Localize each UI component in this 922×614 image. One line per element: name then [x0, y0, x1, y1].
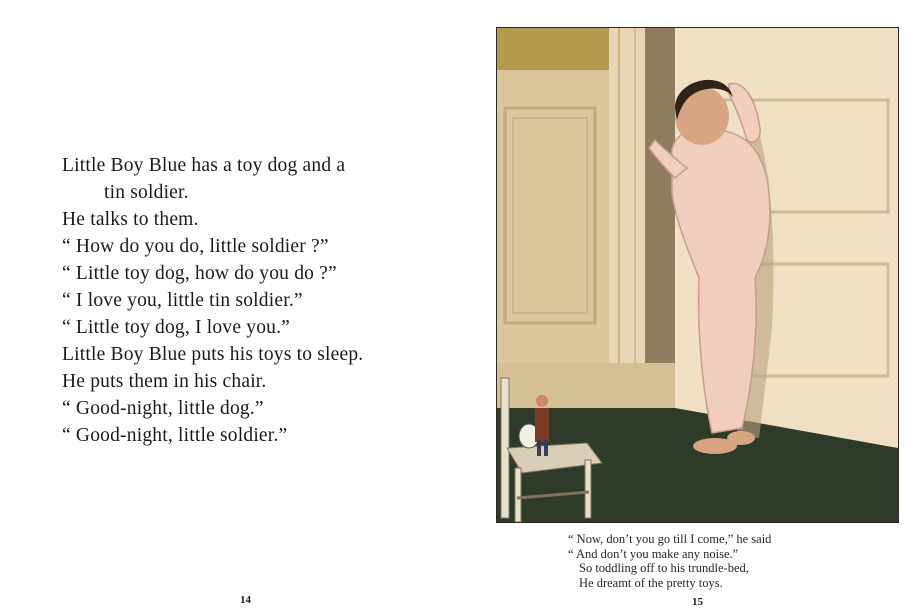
story-line: “ How do you do, little soldier ?”: [62, 236, 329, 257]
story-text: [62, 152, 442, 449]
story-line: “ Good-night, little dog.”: [62, 398, 264, 419]
illustration-boy-by-door: [496, 27, 899, 523]
story-line: Little Boy Blue puts his toys to sleep.: [62, 344, 364, 365]
story-line: “ I love you, little tin soldier.”: [62, 290, 303, 311]
story-line: “ Little toy dog, how do you do ?”: [62, 263, 337, 284]
story-line: He talks to them.: [62, 209, 199, 230]
story-line: tin soldier.: [104, 182, 189, 203]
caption-line: “ And don’t you make any noise.”: [568, 546, 739, 561]
story-line: “ Good-night, little soldier.”: [62, 425, 288, 446]
story-line: Little Boy Blue has a toy dog and a: [62, 155, 346, 176]
caption-line: So toddling off to his trundle-bed,: [579, 561, 749, 575]
illustration-caption: [568, 532, 868, 590]
caption-line: He dreamt of the pretty toys.: [579, 575, 723, 590]
caption-line: “ Now, don’t you go till I come,” he said: [568, 532, 772, 546]
story-line: “ Little toy dog, I love you.”: [62, 317, 291, 338]
page-number-left: 14: [240, 594, 251, 606]
story-line: He puts them in his chair.: [62, 371, 267, 392]
page-number-right: 15: [692, 596, 703, 608]
